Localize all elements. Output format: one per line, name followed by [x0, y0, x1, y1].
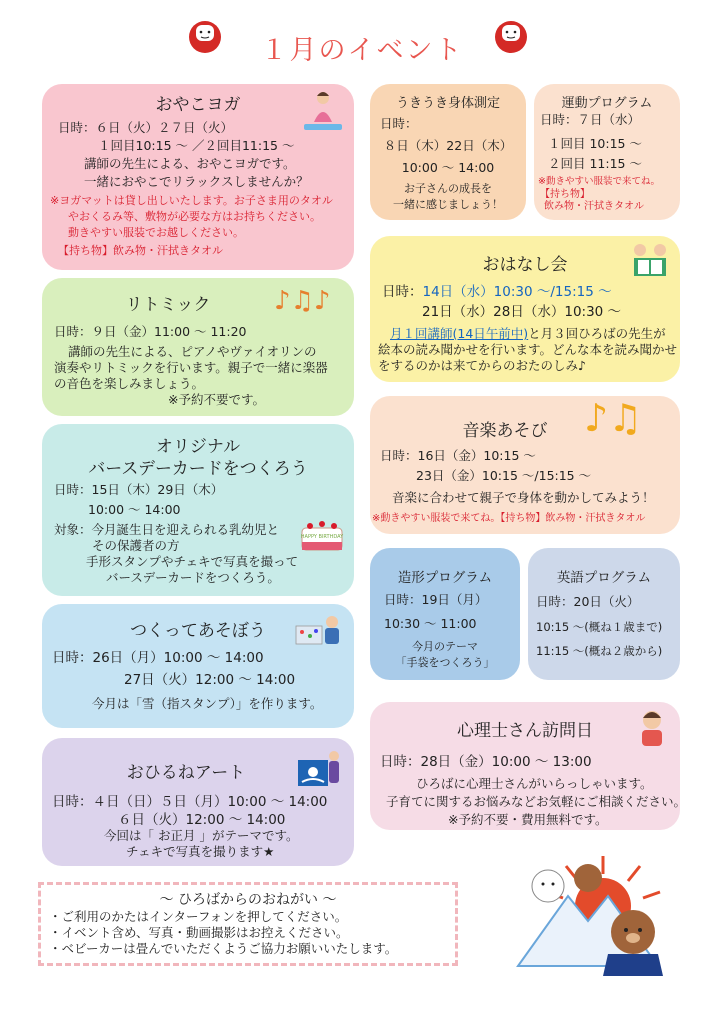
theme: 「手袋をつくろう」 — [395, 656, 495, 669]
date: 14日（水）10:30 ～/15:15 ～ — [422, 284, 612, 300]
target: その保護者の方 — [92, 538, 180, 553]
date: 日時：15日（木）29日（木） — [54, 482, 224, 497]
card-rhythmic — [42, 278, 354, 416]
storytelling-icon — [628, 240, 672, 280]
description: の音色を楽しみましょう。 — [54, 376, 205, 391]
birthday-cake-icon — [298, 508, 346, 556]
card-title: オリジナル — [155, 437, 241, 457]
description: チェキで写真を撮ります★ — [126, 844, 275, 859]
card-shinrishi — [370, 702, 687, 830]
new-year-mascot-illustration — [508, 826, 698, 976]
music-notes-icon: ♪♫ — [584, 396, 643, 440]
time: 10:00 ～ 14:00 — [88, 502, 181, 517]
date: 日時：20日（火） — [536, 594, 640, 609]
card-title: おやこヨガ — [155, 95, 241, 115]
date: 27日（火）12:00 ～ 14:00 — [124, 672, 296, 688]
time: 10:15 ～(概ね１歳まで) — [536, 620, 663, 634]
card-title: おはなし会 — [482, 255, 568, 275]
notice-box — [38, 882, 458, 966]
yoga-person-icon — [300, 88, 346, 134]
notice-item: ・ベビーカーは畳んでいただくようご協力お願いいたします。 — [49, 941, 398, 956]
description: と月３回ひろばの先生が — [528, 326, 666, 341]
card-ukiuki-sokutei — [370, 84, 526, 220]
note: 動きやすい服装でお越しください。 — [68, 226, 244, 239]
description: 音楽に合わせて親子で身体を動かしてみよう！ — [392, 490, 655, 505]
date: ６日（火）12:00 ～ 14:00 — [118, 812, 286, 828]
card-undou-program — [534, 84, 680, 220]
description: 一緒に感じましょう！ — [393, 198, 503, 211]
card-title: おひるねアート — [126, 763, 246, 783]
time: 10:30 ～ 11:00 — [384, 616, 477, 631]
bring-items: 【持ち物】飲み物・汗拭きタオル — [58, 244, 223, 257]
date: 日時：６日（火）２７日（火） — [58, 120, 234, 135]
description: 絵本の読み聞かせを行います。どんな本を読み聞かせ — [378, 342, 678, 357]
nap-art-icon — [296, 748, 342, 790]
card-tsukutte-asobou — [42, 604, 354, 728]
card-ongaku-asobi — [370, 396, 680, 534]
bring-label: 【持ち物】 — [540, 189, 590, 200]
daruma-icon-left — [188, 18, 222, 54]
note: やおくるみ等、敷物が必要な方はお持ちください。 — [68, 210, 321, 223]
card-ohanashi — [370, 236, 680, 382]
note: ※動きやすい服装で来てね。 — [538, 176, 660, 187]
card-title: 音楽あそび — [462, 421, 548, 441]
card-title: つくってあそぼう — [130, 621, 266, 641]
description: バースデーカードをつくろう。 — [106, 570, 280, 585]
bring-items: 飲み物・汗拭きタオル — [544, 201, 644, 212]
notice-title: ～ ひろばからのおねがい ～ — [159, 892, 337, 908]
cake-label: HAPPY BIRTHDAY — [300, 534, 344, 540]
description: 子育てに関するお悩みなどお気軽にご相談ください。 — [386, 794, 687, 809]
counselor-icon — [634, 706, 670, 748]
page-title: １月のイベント — [260, 35, 464, 66]
description: をするのかは来てからのおたのしみ♪ — [378, 358, 586, 373]
time: 11:15 ～(概ね２歳から) — [536, 644, 663, 658]
time: 10:00 ～ 14:00 — [401, 160, 495, 175]
time: １回目 10:15 ～ — [548, 136, 642, 151]
music-notes-icon: ♪♫♪ — [274, 286, 331, 316]
date: 日時：28日（金）10:00 ～ 13:00 — [380, 754, 592, 770]
notice-item: ・イベント含め、写真・動画撮影はお控えください。 — [49, 925, 349, 940]
card-title: うきうき身体測定 — [395, 96, 500, 111]
description: 今回は「 お正月 」がテーマです。 — [104, 828, 299, 843]
date: 日時：16日（金）10:15 ～ — [380, 448, 536, 463]
card-ohirune-art — [42, 738, 354, 866]
card-oyako-yoga — [42, 84, 354, 270]
description: 講師の先生による、おやこヨガです。 — [84, 156, 296, 171]
card-title: 造形プログラム — [397, 570, 493, 586]
date: 日時：26日（月）10:00 ～ 14:00 — [52, 650, 264, 666]
description: 手形スタンプやチェキで写真を撮って — [86, 554, 299, 569]
painting-kids-icon — [294, 612, 342, 648]
date: ８日（木）22日（木） — [383, 138, 513, 153]
notice-item: ・ご利用のかたはインターフォンを押してください。 — [49, 909, 348, 924]
card-title: 英語プログラム — [556, 570, 652, 586]
daruma-icon-right — [494, 18, 528, 54]
description: お子さんの成長を — [404, 182, 492, 195]
description: 演奏やリトミックを行います。親子で一緒に楽器 — [54, 360, 328, 375]
note: ※予約不要です。 — [168, 392, 265, 407]
target: 対象：今月誕生日を迎えられる乳幼児と — [54, 522, 280, 537]
card-zoukei-program — [370, 548, 520, 680]
description: 講師の先生による、ピアノやヴァイオリンの — [68, 344, 317, 359]
note: ※動きやすい服装で来てね。【持ち物】飲み物・汗拭きタオル — [372, 513, 646, 524]
card-title: 心理士さん訪問日 — [457, 721, 593, 741]
theme-label: 今月のテーマ — [412, 640, 478, 653]
lecturer-note: 月１回講師(14日午前中) — [390, 326, 529, 341]
description: ひろばに心理士さんがいらっしゃいます。 — [416, 776, 653, 791]
card-title: リトミック — [125, 295, 211, 315]
description: 一緒におやこでリラックスしませんか？ — [84, 174, 309, 189]
time: ２回目 11:15 ～ — [548, 156, 642, 171]
date: 21日（水）28日（水）10:30 ～ — [422, 304, 622, 320]
times: １回目10:15 ～ ／２回目11:15 ～ — [98, 138, 295, 153]
date: 日時：９日（金）11:00 ～ 11:20 — [54, 324, 247, 339]
date-label: 日時： — [380, 116, 418, 131]
card-title: 運動プログラム — [561, 96, 653, 111]
note: ※ヨガマットは貸し出しいたします。お子さま用のタオル — [50, 194, 333, 207]
date: 日時：19日（月） — [384, 592, 488, 607]
description: 今月は「雪（指スタンプ）」を作ります。 — [92, 696, 323, 711]
date: 日時：７日（水） — [540, 112, 641, 127]
note: ※予約不要・費用無料です。 — [448, 812, 608, 827]
date-label: 日時： — [382, 284, 423, 300]
date: 日時：４日（日）５日（月）10:00 ～ 14:00 — [52, 794, 328, 810]
date: 23日（金）10:15 ～/15:15 ～ — [416, 468, 592, 483]
card-birthday — [42, 424, 354, 596]
card-title: バースデーカードをつくろう — [88, 459, 308, 479]
card-eigo-program — [528, 548, 680, 680]
